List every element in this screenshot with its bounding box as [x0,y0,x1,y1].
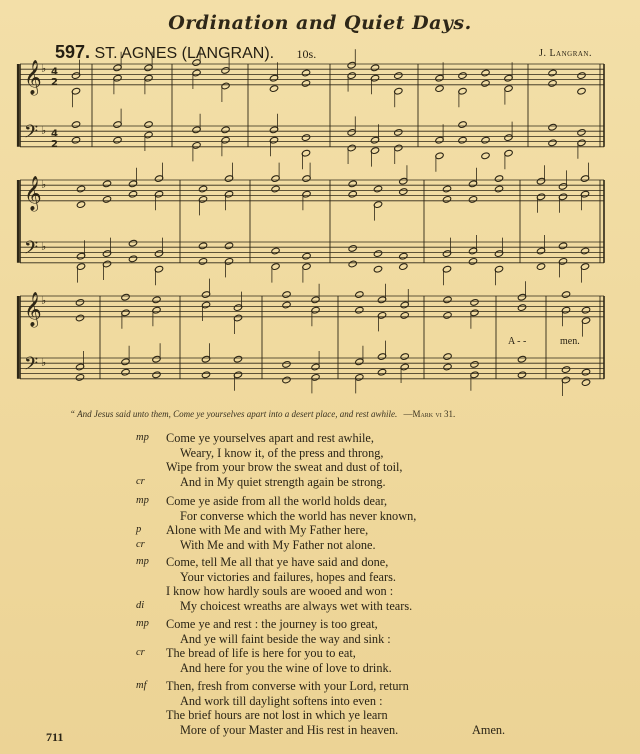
dynamic-mark: di [136,599,145,611]
notehead [348,260,357,268]
notehead [128,255,137,263]
bass-clef: 𝄢 [24,237,39,263]
notehead [282,360,291,368]
notehead [481,136,490,144]
notehead [458,136,467,144]
notehead [75,373,84,381]
notehead [399,188,408,196]
notehead [152,371,161,379]
notehead [121,293,130,301]
notehead [481,152,490,160]
notehead [221,126,230,134]
verse-line-text: Wipe from your brow the sweat and dust of toil, [166,460,403,474]
notehead [198,242,207,250]
notehead [400,311,409,319]
notehead [399,252,408,260]
bass-clef: 𝄢 [24,121,39,147]
notehead [282,376,291,384]
notehead [458,72,467,80]
notehead [561,291,570,299]
notehead [581,368,590,376]
notehead [558,242,567,250]
dynamic-mark: mp [136,556,149,567]
hymn-meter: 10s. [296,47,317,61]
verse-line-text: Then, fresh from converse with your Lord, return [166,679,409,693]
notehead [470,360,479,368]
treble-clef: 𝄞 [24,175,42,211]
notehead [548,139,557,147]
notehead [399,263,408,271]
page-number: 711 [46,730,64,744]
notehead [548,69,557,77]
verse-line-text: And ye will faint beside the way and sink : [180,631,391,646]
notehead [71,121,80,129]
bass-clef: 𝄢 [24,353,39,379]
epigraph-reference: —Mark vi 31. [403,409,456,419]
verse-line-text: More of your Master and His rest in heaven. [180,722,399,737]
notehead [348,190,357,198]
notehead [577,72,586,80]
notehead [152,296,161,304]
notehead [302,252,311,260]
verse-line-text: My choicest wreaths are always wet with tears. [180,598,413,613]
notehead [233,355,242,363]
notehead [282,301,291,309]
treble-clef: 𝄞 [24,59,42,95]
notehead [75,298,84,306]
notehead [102,195,111,203]
notehead [442,185,451,193]
notehead [348,244,357,252]
verse-line-text: The brief hours are not lost in which ye learn [166,708,388,722]
time-signature: 4 [51,66,58,78]
notehead [355,291,364,299]
time-signature: 2 [51,76,58,88]
verse-line-text: And here for you the wine of love to drink. [180,660,392,675]
scripture-epigraph [70,409,590,419]
notehead [271,185,280,193]
notehead [128,190,137,198]
notehead [581,306,590,314]
notehead [443,311,452,319]
notehead [370,64,379,72]
dynamic-mark: mp [136,432,149,443]
notehead [355,306,364,314]
notehead [128,239,137,247]
verse-line-text: For converse which the world has never known, [180,508,417,523]
verse-line-text: Alone with Me and with My Father here, [166,523,369,537]
verse-line-text: Come ye aside from all the world holds dear, [166,494,388,508]
key-signature-flat: ♭ [41,239,47,253]
notehead [494,175,503,183]
verse-line-text: Weary, I know it, of the press and throng, [180,445,384,460]
dynamic-mark: p [136,524,142,535]
notehead [377,368,386,376]
notehead [373,185,382,193]
notehead [394,128,403,136]
treble-clef: 𝄞 [24,291,42,327]
verse-line-text: Come ye and rest : the journey is too great, [166,617,378,631]
verse-line-text: With Me and with My Father not alone. [180,537,376,552]
notehead [577,128,586,136]
notehead [76,185,85,193]
notehead [517,304,526,312]
notehead [561,366,570,374]
time-signature: 2 [51,138,58,150]
notehead [301,79,310,87]
dynamic-mark: mp [136,618,149,629]
staff-lines [18,60,604,379]
notehead [282,291,291,299]
dynamic-mark: cr [136,538,145,550]
notehead [400,353,409,361]
notehead [198,185,207,193]
key-signature-flat: ♭ [41,177,47,191]
notehead [581,379,590,387]
notehead [75,314,84,322]
notehead [71,136,80,144]
dynamic-mark: cr [136,475,145,487]
notehead [373,265,382,273]
verse-line-text: And in My quiet strength again be strong. [180,474,386,489]
notehead [548,79,557,87]
notehead [394,72,403,80]
notehead [113,136,122,144]
notehead [468,257,477,265]
verse-line-text: Come, tell Me all that ye have said and done, [166,555,389,569]
notehead [121,368,130,376]
notehead [517,355,526,363]
amen-underlay-2: men. [560,336,580,347]
notehead [269,85,278,93]
notehead [198,257,207,265]
notehead [76,201,85,209]
hymn-number: 597. [55,42,91,62]
notehead [102,180,111,188]
key-signature-flat: ♭ [41,355,47,369]
time-signature: 4 [51,128,58,140]
notehead [577,87,586,95]
notehead [468,195,477,203]
verse-line-text: And work till daylight softens into even : [180,693,383,708]
notehead [271,247,280,255]
verse-line-text: The bread of life is here for you to eat, [166,646,356,660]
notehead [373,250,382,258]
notehead [470,298,479,306]
epigraph-quote: “ And Jesus said unto them, Come ye yourselves apart into a desert place, and rest awhile. [70,409,398,419]
notehead [224,242,233,250]
notehead [443,353,452,361]
amen-text: Amen. [472,722,506,737]
dynamic-mark: mp [136,495,149,506]
key-signature-flat: ♭ [41,293,47,307]
verse-line-text: Your victories and failures, hopes and fears. [180,569,396,584]
notehead [301,69,310,77]
dynamic-mark: mf [136,680,147,691]
notehead [517,371,526,379]
notehead [348,180,357,188]
notehead [458,121,467,129]
dynamic-mark: cr [136,647,145,658]
verse-line-text: I know how hardly souls are wooed and won : [166,584,394,598]
notehead [481,69,490,77]
notehead [443,363,452,371]
notehead [494,185,503,193]
notehead [201,371,210,379]
notehead [301,134,310,142]
hymn-tune-name: ST. AGNES (LANGRAN). [94,45,275,62]
hymn-composer: J. Langran. [539,48,592,59]
key-signature-flat: ♭ [41,123,47,137]
notehead [443,296,452,304]
amen-underlay-1: A - - [508,336,527,347]
running-head: Ordination and Quiet Days. [168,12,472,34]
key-signature-flat: ♭ [41,61,47,75]
notehead [580,247,589,255]
notehead [536,263,545,271]
notehead [548,123,557,131]
notehead [481,79,490,87]
verse-line-text: Come ye yourselves apart and rest awhile, [166,431,374,445]
notehead [442,195,451,203]
notehead [144,121,153,129]
notehead [435,85,444,93]
